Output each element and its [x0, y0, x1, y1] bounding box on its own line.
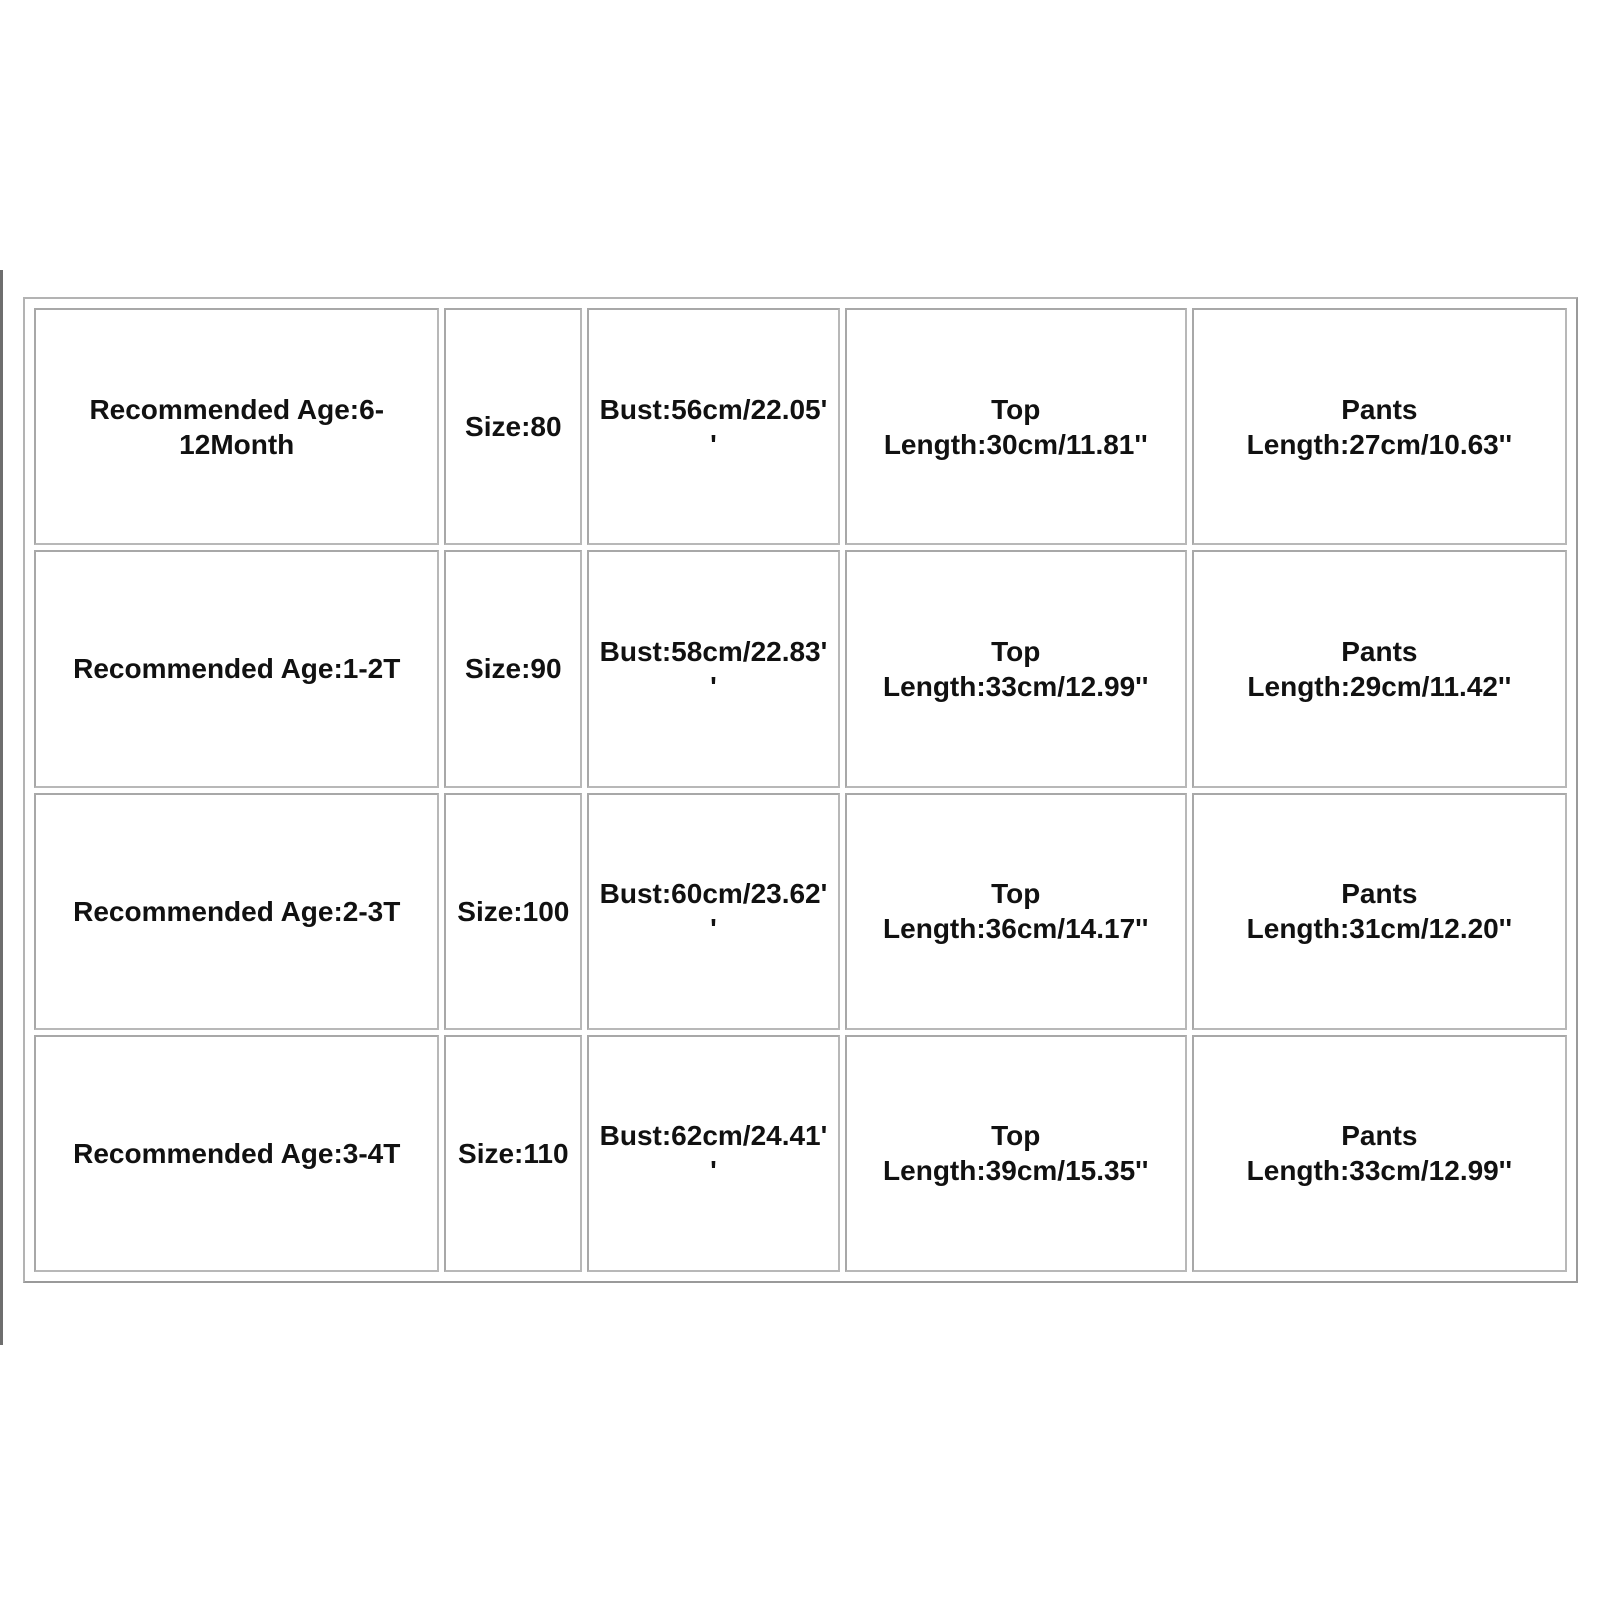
size-cell: Size:90	[444, 550, 582, 787]
size-cell: Size:110	[444, 1035, 582, 1272]
table-row	[34, 793, 1567, 1030]
bust-cell: Bust:56cm/22.05''	[587, 308, 840, 545]
top-length-cell: Top Length:36cm/14.17''	[845, 793, 1187, 1030]
age-cell: Recommended Age:1-2T	[34, 550, 439, 787]
bust-cell: Bust:60cm/23.62''	[587, 793, 840, 1030]
table-row	[34, 308, 1567, 545]
age-cell: Recommended Age:2-3T	[34, 793, 439, 1030]
bust-cell: Bust:58cm/22.83''	[587, 550, 840, 787]
pants-length-cell: Pants Length:29cm/11.42''	[1192, 550, 1567, 787]
table-row	[34, 550, 1567, 787]
top-length-cell: Top Length:30cm/11.81''	[845, 308, 1187, 545]
size-table	[29, 303, 1572, 1277]
age-cell: Recommended Age:3-4T	[34, 1035, 439, 1272]
size-cell: Size:80	[444, 308, 582, 545]
left-border-rule	[0, 270, 3, 1345]
bust-cell: Bust:62cm/24.41''	[587, 1035, 840, 1272]
age-cell: Recommended Age:6- 12Month	[34, 308, 439, 545]
size-cell: Size:100	[444, 793, 582, 1030]
pants-length-cell: Pants Length:31cm/12.20''	[1192, 793, 1567, 1030]
top-length-cell: Top Length:39cm/15.35''	[845, 1035, 1187, 1272]
pants-length-cell: Pants Length:27cm/10.63''	[1192, 308, 1567, 545]
size-chart	[23, 297, 1578, 1283]
top-length-cell: Top Length:33cm/12.99''	[845, 550, 1187, 787]
table-row	[34, 1035, 1567, 1272]
pants-length-cell: Pants Length:33cm/12.99''	[1192, 1035, 1567, 1272]
